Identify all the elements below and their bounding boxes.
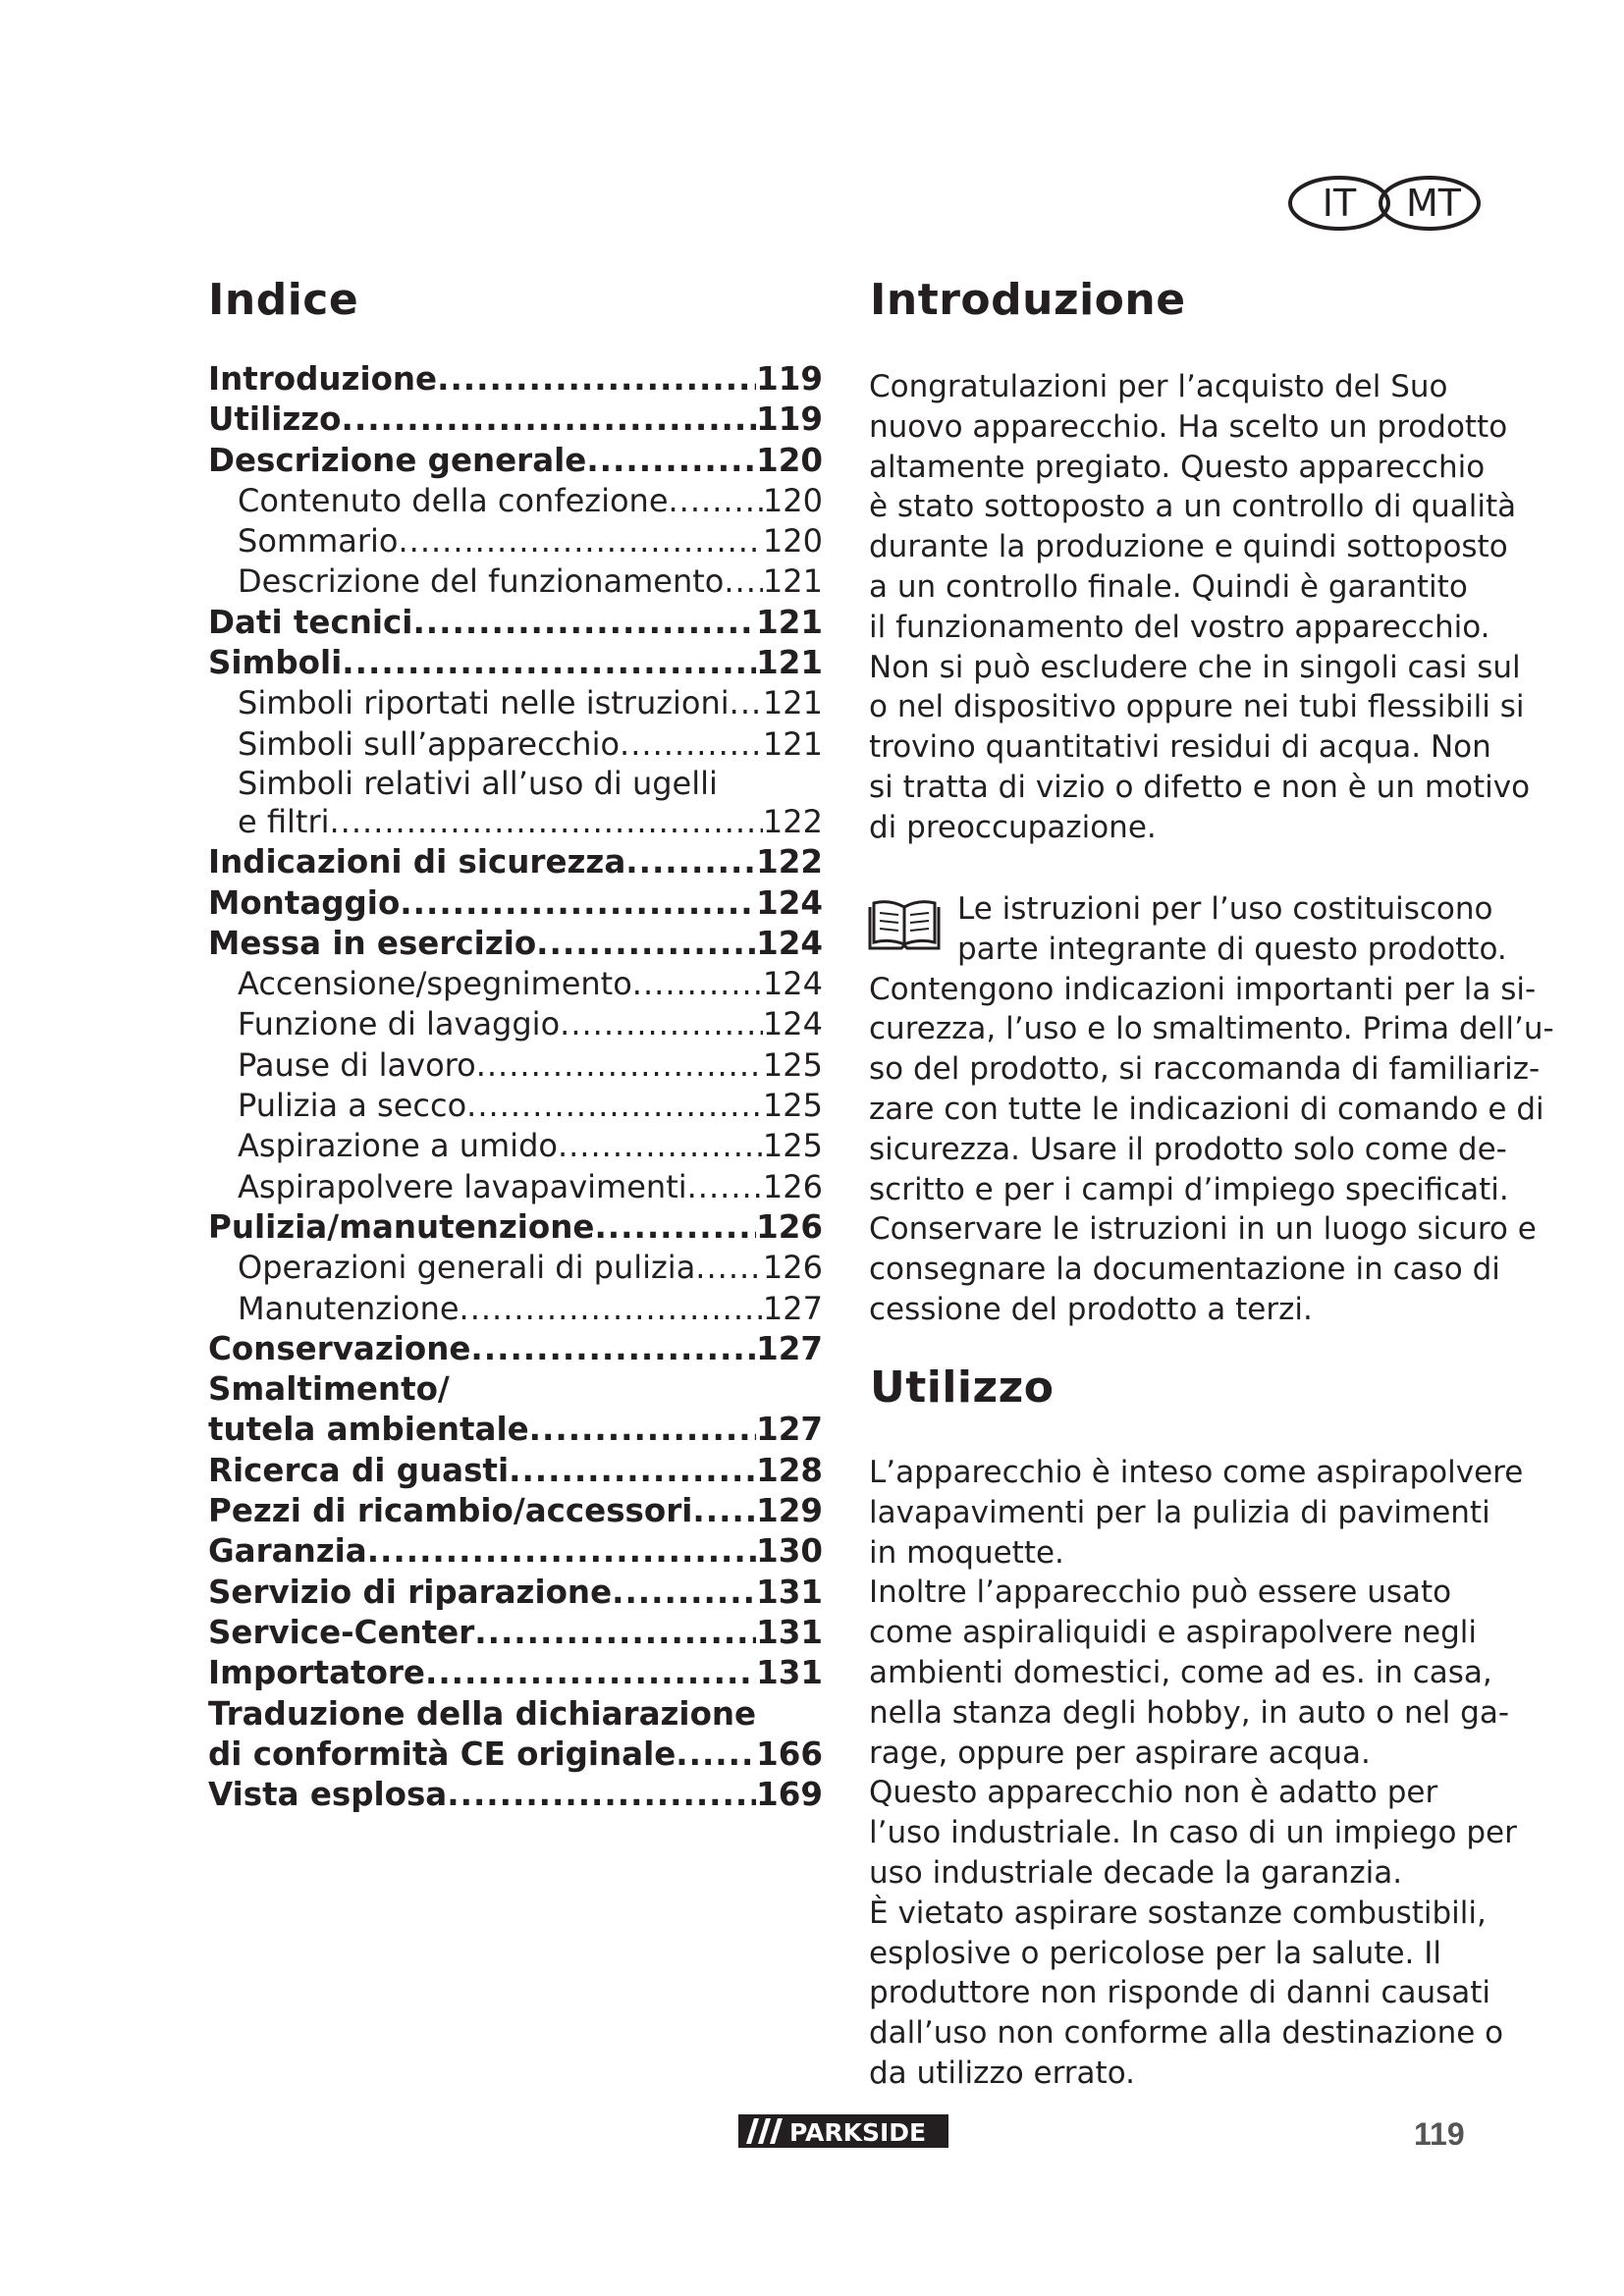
toc-entry-page: 126 <box>762 1249 823 1287</box>
toc-entry-page: 121 <box>756 644 823 682</box>
text-line: il funzionamento del vostro apparecchio. <box>869 609 1490 645</box>
toc-entry-label: Conservazione <box>208 1329 471 1367</box>
toc-entry <box>208 441 823 481</box>
toc-entry-page: 127 <box>756 1411 823 1449</box>
intro-heading: Introduzione <box>870 275 1186 325</box>
toc-entry-label: Smaltimento/ <box>208 1370 450 1409</box>
toc-entry-label: tutela ambientale <box>208 1411 529 1449</box>
toc-entry <box>208 1653 823 1693</box>
toc-entry <box>208 481 823 521</box>
toc-entry-page: 127 <box>756 1329 823 1367</box>
text-line: Le istruzioni per l’uso costituiscono <box>957 891 1493 927</box>
toc-leader-dots <box>692 1491 756 1531</box>
toc-leader-dots <box>620 724 763 765</box>
toc-entry-label: Utilizzo <box>208 400 342 439</box>
toc-entry-page: 124 <box>762 1005 823 1043</box>
text-line: altamente pregiato. Questo apparecchio <box>869 449 1486 485</box>
toc-entry-page: 120 <box>762 481 823 519</box>
toc-entry-page: 125 <box>762 1087 823 1125</box>
toc-leader-dots <box>466 1086 763 1126</box>
text-line: Congratulazioni per l’acquisto del Suo <box>869 369 1448 404</box>
toc-entry-label: Manutenzione <box>238 1289 460 1327</box>
toc-leader-dots <box>342 400 757 440</box>
toc-leader-dots <box>669 481 763 521</box>
toc-entry <box>208 883 823 924</box>
text-line: scritto e per i campi d’impiego specificati. <box>869 1171 1509 1207</box>
toc-leader-dots <box>586 441 756 481</box>
toc-entry <box>208 1410 823 1450</box>
brand-name: PARKSIDE <box>789 2118 927 2147</box>
toc-leader-dots <box>400 883 756 924</box>
text-line: cessione del prodotto a terzi. <box>869 1291 1313 1327</box>
text-line: durante la produzione e quindi sottoposto <box>869 529 1508 565</box>
toc-entry <box>208 1531 823 1572</box>
toc-leader-dots <box>632 964 763 1004</box>
toc-entry-label: Funzione di lavaggio <box>238 1005 561 1043</box>
toc-entry-page: 125 <box>762 1127 823 1165</box>
toc-leader-dots <box>558 1126 763 1166</box>
toc-entry <box>208 400 823 440</box>
toc-entry-label: Traduzione della dichiarazione <box>208 1694 757 1733</box>
toc-leader-dots <box>330 802 763 842</box>
toc-entry-page: 122 <box>756 843 823 881</box>
lang-code-it: IT <box>1322 182 1357 225</box>
toc-entry-page: 124 <box>762 965 823 1003</box>
toc-entry <box>208 1289 823 1329</box>
toc-entry-label: Montaggio <box>208 883 401 922</box>
toc-leader-dots <box>447 1775 756 1815</box>
toc-entry-page: 129 <box>756 1492 823 1530</box>
toc-leader-dots <box>625 842 756 882</box>
text-line: lavapavimenti per la pulizia di pavimenti <box>869 1494 1490 1530</box>
toc-entry-page: 119 <box>756 360 823 398</box>
toc-leader-dots <box>594 1207 756 1248</box>
toc-entry-page: 121 <box>762 684 823 722</box>
toc-entry-label: Simboli sull’apparecchio <box>238 724 621 763</box>
text-line: esplosive o pericolose per la salute. Il <box>869 1935 1442 1971</box>
toc-leader-dots <box>460 1289 763 1329</box>
toc-entry-label: di conformità CE originale <box>208 1735 677 1773</box>
text-line: L’apparecchio è inteso come aspirapolvere <box>869 1455 1524 1490</box>
toc-entry-page: 121 <box>762 724 823 763</box>
toc-leader-dots <box>730 683 763 723</box>
text-line: o nel dispositivo oppure nei tubi flessibili si <box>869 689 1525 725</box>
toc-entry <box>208 683 823 723</box>
text-line: di preoccupazione. <box>869 809 1157 845</box>
toc-entry-label: Simboli riportati nelle istruzioni <box>238 684 730 722</box>
toc-entry-label: Aspirapolvere lavapavimenti <box>238 1167 687 1205</box>
toc-entry <box>208 1045 823 1086</box>
toc-entry <box>208 1491 823 1531</box>
page-number: 119 <box>1414 2116 1465 2152</box>
toc-leader-dots <box>695 1248 763 1288</box>
toc-entry-label: Descrizione generale <box>208 441 587 479</box>
toc-entry-page: 127 <box>762 1289 823 1327</box>
toc-entry-page: 120 <box>756 441 823 479</box>
toc-leader-dots <box>509 1451 756 1491</box>
text-line: so del prodotto, si raccomanda di familiariz- <box>869 1051 1541 1088</box>
text-line: si tratta di vizio o difetto e non è un motivo <box>869 769 1531 805</box>
toc-entry-label: Aspirazione a umido <box>238 1127 558 1165</box>
text-line: in moquette. <box>869 1534 1064 1571</box>
toc-entry <box>208 521 823 561</box>
text-line: rage, oppure per aspirare acqua. <box>869 1735 1371 1771</box>
text-line: È vietato aspirare sostanze combustibili, <box>869 1895 1487 1931</box>
toc-entry <box>208 1207 823 1248</box>
toc-entry <box>208 1613 823 1653</box>
toc-entry-label: Service-Center <box>208 1613 475 1651</box>
toc-entry-page: 130 <box>756 1532 823 1571</box>
lang-code-mt: MT <box>1406 182 1461 225</box>
usage-heading: Utilizzo <box>870 1362 1055 1413</box>
toc-leader-dots <box>560 1004 763 1044</box>
toc-leader-dots <box>398 521 762 561</box>
toc-heading: Indice <box>208 275 359 325</box>
text-line: trovino quantitativi residui di acqua. Non <box>869 729 1491 766</box>
toc-entry-page: 169 <box>756 1776 823 1814</box>
toc-entry <box>208 1329 823 1369</box>
toc-entry-label: Servizio di riparazione <box>208 1573 613 1611</box>
toc-entry-page: 131 <box>756 1613 823 1651</box>
toc-entry-label: Descrizione del funzionamento <box>238 562 725 601</box>
toc-entry-page: 131 <box>756 1654 823 1692</box>
toc-entry <box>208 802 823 842</box>
text-line: Contengono indicazioni importanti per la si- <box>869 971 1537 1007</box>
toc-entry <box>208 842 823 882</box>
toc-leader-dots <box>342 643 756 683</box>
text-line: Conservare le istruzioni in un luogo sicuro e <box>869 1211 1537 1248</box>
toc-entry-page: 131 <box>756 1573 823 1611</box>
toc-entry-label: Contenuto della confezione <box>238 481 669 519</box>
toc-entry-page: 128 <box>756 1451 823 1489</box>
toc-entry <box>208 603 823 643</box>
toc-entry <box>208 1735 823 1775</box>
toc-entry-label: e filtri <box>238 802 330 840</box>
toc-entry-page: 126 <box>762 1167 823 1205</box>
toc-entry-page: 119 <box>756 400 823 439</box>
toc-entry <box>208 1573 823 1613</box>
toc-entry-label: Pulizia/manutenzione <box>208 1207 595 1246</box>
toc-entry-label: Simboli relativi all’uso di ugelli <box>238 764 718 802</box>
toc-entry-label: Introduzione <box>208 360 438 398</box>
toc-entry-label: Ricerca di guasti <box>208 1451 510 1489</box>
toc-entry <box>208 1694 823 1735</box>
toc-entry-page: 120 <box>762 522 823 561</box>
toc-entry <box>208 1126 823 1166</box>
toc-entry <box>208 964 823 1004</box>
text-line: sicurezza. Usare il prodotto solo come de- <box>869 1131 1507 1167</box>
toc-entry <box>208 1004 823 1044</box>
toc-leader-dots <box>687 1167 763 1207</box>
toc-entry-page: 126 <box>756 1207 823 1246</box>
toc-entry-label: Pezzi di ricambio/accessori <box>208 1492 693 1530</box>
toc-entry <box>208 359 823 400</box>
toc-entry <box>208 924 823 964</box>
toc-entry-label: Operazioni generali di pulizia <box>238 1249 696 1287</box>
toc-entry-label: Importatore <box>208 1654 425 1692</box>
toc-entry <box>208 561 823 602</box>
text-line: uso industriale decade la garanzia. <box>869 1854 1403 1891</box>
toc-entry-page: 121 <box>756 603 823 641</box>
toc-entry-page: 124 <box>756 883 823 922</box>
text-line: come aspiraliquidi e aspirapolvere negli <box>869 1615 1478 1651</box>
toc-leader-dots <box>529 1410 756 1450</box>
text-line: dall’uso non conforme alla destinazione o <box>869 2015 1504 2052</box>
text-line: Inoltre l’apparecchio può essere usato <box>869 1575 1452 1611</box>
toc-leader-dots <box>676 1735 756 1775</box>
toc-entry <box>208 1086 823 1126</box>
toc-leader-dots <box>612 1573 756 1613</box>
toc-leader-dots <box>476 1045 763 1086</box>
text-line: a un controllo finale. Quindi è garantito <box>869 568 1468 605</box>
toc-entry <box>208 1775 823 1815</box>
text-line: produttore non risponde di danni causati <box>869 1975 1491 2011</box>
parkside-logo <box>738 2114 948 2148</box>
toc-entry <box>208 724 823 765</box>
toc-entry-label: Messa in esercizio <box>208 924 537 962</box>
text-line: consegnare la documentazione in caso di <box>869 1252 1500 1288</box>
toc-entry-page: 166 <box>756 1735 823 1773</box>
toc-entry-label: Dati tecnici <box>208 603 413 641</box>
toc-entry <box>208 765 823 802</box>
text-line: da utilizzo errato. <box>869 2055 1135 2091</box>
intro-paragraph-2 <box>869 889 1554 1330</box>
text-line: nuovo apparecchio. Ha scelto un prodotto <box>869 408 1508 445</box>
toc-entry-label: Accensione/spegnimento <box>238 965 632 1003</box>
toc-leader-dots <box>412 603 756 643</box>
toc-entry-label: Simboli <box>208 644 343 682</box>
text-line: parte integrante di questo prodotto. <box>957 931 1507 967</box>
text-line: zare con tutte le indicazioni di comando e di <box>869 1091 1544 1127</box>
toc-entry-label: Vista esplosa <box>208 1776 448 1814</box>
toc-leader-dots <box>367 1531 756 1572</box>
toc-entry <box>208 1248 823 1288</box>
toc-entry-label: Pulizia a secco <box>238 1087 467 1125</box>
toc-entry-label: Garanzia <box>208 1532 367 1571</box>
toc-leader-dots <box>724 561 763 602</box>
toc-entry <box>208 1167 823 1207</box>
intro-paragraph-1 <box>869 367 1531 848</box>
toc-entry <box>208 643 823 683</box>
text-line: è stato sottoposto a un controllo di qualità <box>869 489 1517 525</box>
toc-leader-dots <box>474 1613 756 1653</box>
text-line: ambienti domestici, come ad es. in casa, <box>869 1654 1492 1690</box>
toc-leader-dots <box>437 359 756 400</box>
toc-leader-dots <box>536 924 756 964</box>
text-line: Non si può escludere che in singoli casi sul <box>869 649 1521 685</box>
usage-paragraph <box>869 1453 1524 2094</box>
toc-entry <box>208 1369 823 1410</box>
text-line: l’uso industriale. In caso di un impiego per <box>869 1815 1517 1851</box>
language-badge <box>1286 175 1483 232</box>
toc-leader-dots <box>425 1653 756 1693</box>
text-line: Questo apparecchio non è adatto per <box>869 1775 1438 1811</box>
toc-entry-label: Pause di lavoro <box>238 1045 476 1084</box>
toc-entry-page: 124 <box>756 924 823 962</box>
toc-list <box>208 359 823 1815</box>
toc-entry-page: 125 <box>762 1045 823 1084</box>
toc-entry-page: 122 <box>762 802 823 840</box>
text-line: nella stanza degli hobby, in auto o nel ga- <box>869 1694 1509 1731</box>
toc-entry <box>208 1451 823 1491</box>
toc-leader-dots <box>470 1329 756 1369</box>
toc-entry-label: Sommario <box>238 522 399 561</box>
toc-entry-page: 121 <box>762 562 823 601</box>
text-line: curezza, l’uso e lo smaltimento. Prima dell’u- <box>869 1011 1554 1047</box>
toc-entry-label: Indicazioni di sicurezza <box>208 843 626 881</box>
